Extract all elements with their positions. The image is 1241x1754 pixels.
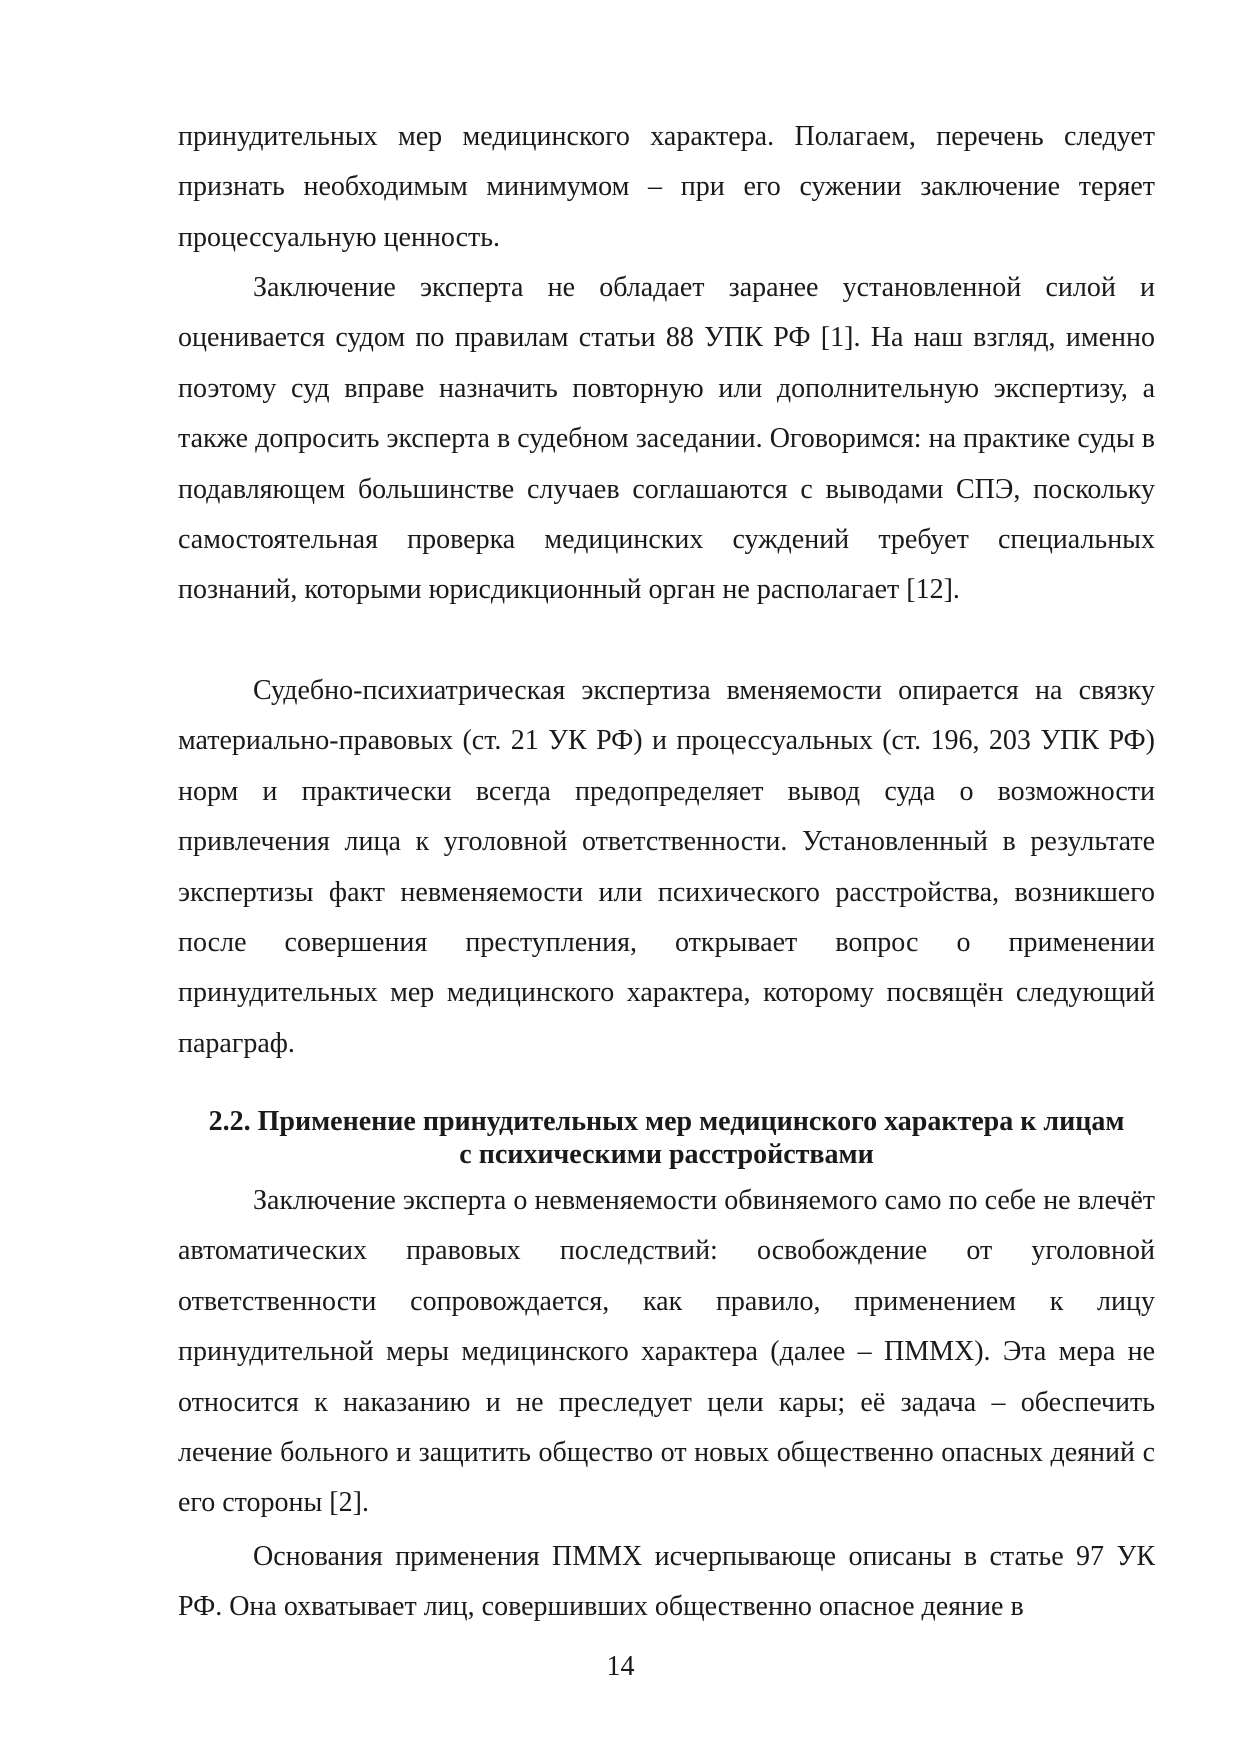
paragraph-4: Заключение эксперта о невменяемости обвиняемого само по себе не влечёт автоматических правовых последствий: освобождение от уголовной ответственности сопровождается, как правило, применением к лицу принудительной меры медицинского характера (далее – ПММХ). Эта мера не относится к наказанию и не преследует цели кары; её задача – обеспечить лечение больного и защитить общество от новых общественно опасных деяний с его стороны [2]. [178, 1185, 1155, 1519]
section-heading-line-1: 2.2. Применение принудительных мер медицинского характера к лицам [208, 1106, 1125, 1137]
paragraph-3: Судебно-психиатрическая экспертиза вменяемости опирается на связку материально-правовых (ст. 21 УК РФ) и процессуальных (ст. 196, 203 УПК РФ) норм и практически всегда предопределяет вывод суда о возможности привлечения лица к уголовной ответственности. Установленный в результате экспертизы факт невменяемости или психического расстройства, возникшего после совершения преступления, открывает вопрос о применении принудительных мер медицинского характера, которому посвящён следующий параграф. [178, 675, 1155, 1059]
section-heading-line-2: с психическими расстройствами [459, 1139, 874, 1170]
paragraph-1: принудительных мер медицинского характера. Полагаем, перечень следует признать необходимым минимумом – при его сужении заключение теряет процессуальную ценность. [178, 121, 1155, 253]
section-heading [178, 1105, 1155, 1171]
paragraph-5: Основания применения ПММХ исчерпывающе описаны в статье 97 УК РФ. Она охватывает лиц, совершивших общественно опасное деяние в [178, 1541, 1155, 1623]
page-number: 14 [606, 1651, 635, 1682]
paragraph-2: Заключение эксперта не обладает заранее установленной силой и оценивается судом по правилам статьи 88 УПК РФ [1]. На наш взгляд, именно поэтому суд вправе назначить повторную или дополнительную экспертизу, а также допросить эксперта в судебном заседании. Оговоримся: на практике суды в подавляющем большинстве случаев соглашаются с выводами СПЭ, поскольку самостоятельная проверка медицинских суждений требует специальных познаний, которыми юрисдикционный орган не располагает [12]. [178, 272, 1155, 606]
